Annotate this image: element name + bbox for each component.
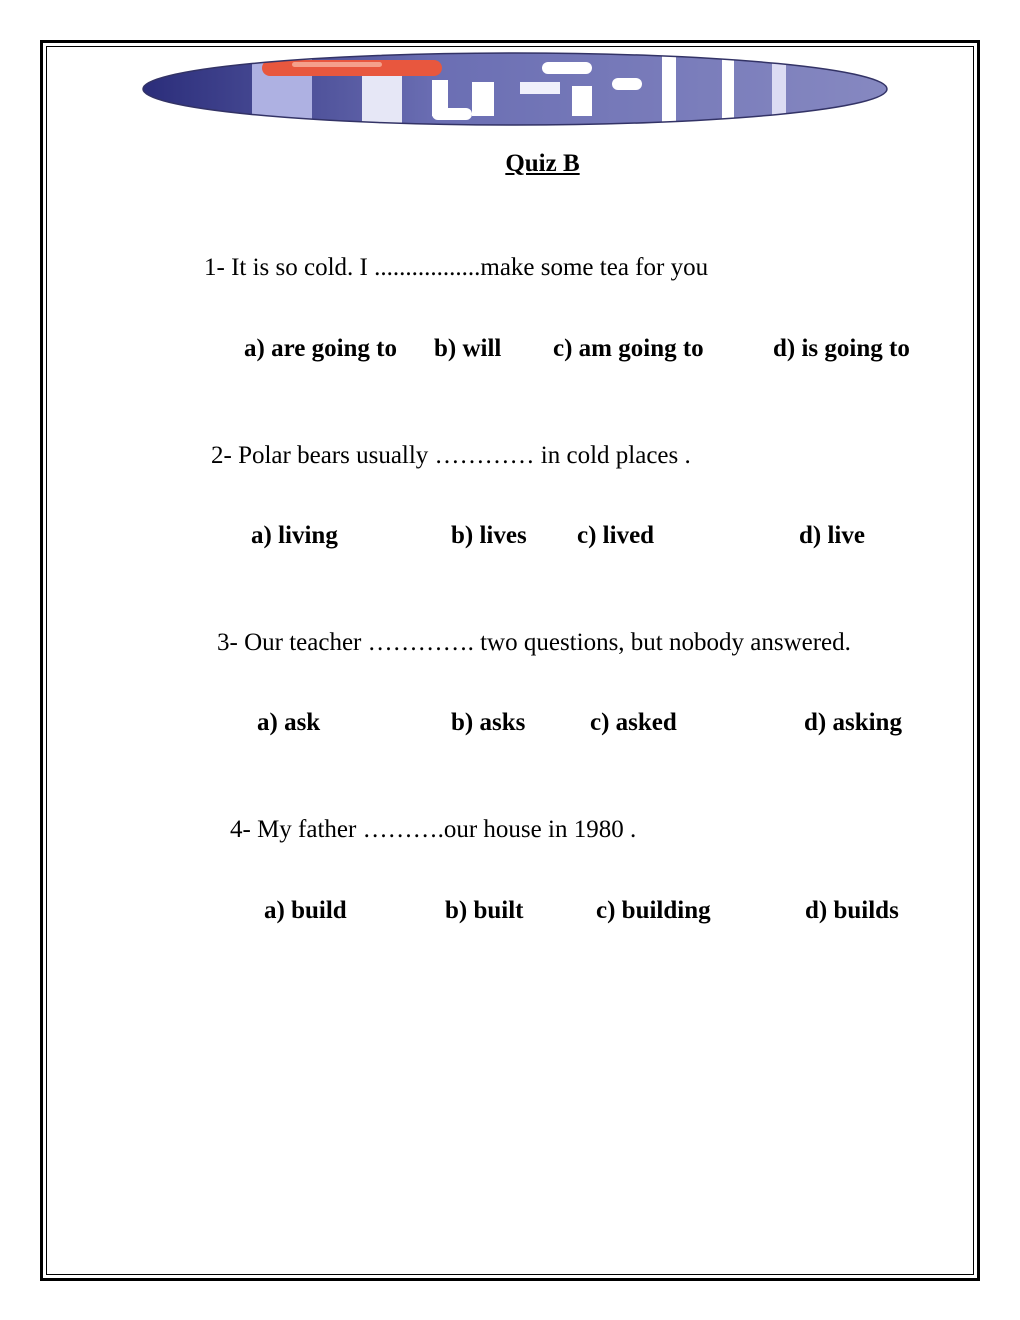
question-1-option-b: b) will [434,335,502,362]
question-3-option-b: b) asks [451,709,526,736]
question-2-option-b: b) lives [451,522,527,549]
question-1-option-c: c) am going to [553,335,704,362]
question-3-option-d: d) asking [804,709,902,736]
quiz-title: Quiz B [505,150,580,177]
question-4-text: 4- My father ……….our house in 1980 . [230,816,637,843]
question-3-option-c: c) asked [590,709,677,736]
question-2-option-d: d) live [799,522,865,549]
question-1-option-d: d) is going to [773,335,910,362]
page-border-inner [46,46,974,1275]
question-4-option-d: d) builds [805,897,899,924]
header-banner-image [142,52,888,126]
question-2-option-a: a) living [251,522,338,549]
question-4-option-a: a) build [264,897,347,924]
question-2-text: 2- Polar bears usually ………… in cold places . [211,442,691,469]
question-4-option-b: b) built [445,897,524,924]
question-4-option-c: c) building [596,897,711,924]
question-1-option-a: a) are going to [244,335,397,362]
question-1-text: 1- It is so cold. I .................make some tea for you [204,254,709,281]
question-2-option-c: c) lived [577,522,655,549]
question-3-text: 3- Our teacher …………. two questions, but nobody answered. [217,629,851,656]
question-3-option-a: a) ask [257,709,321,736]
